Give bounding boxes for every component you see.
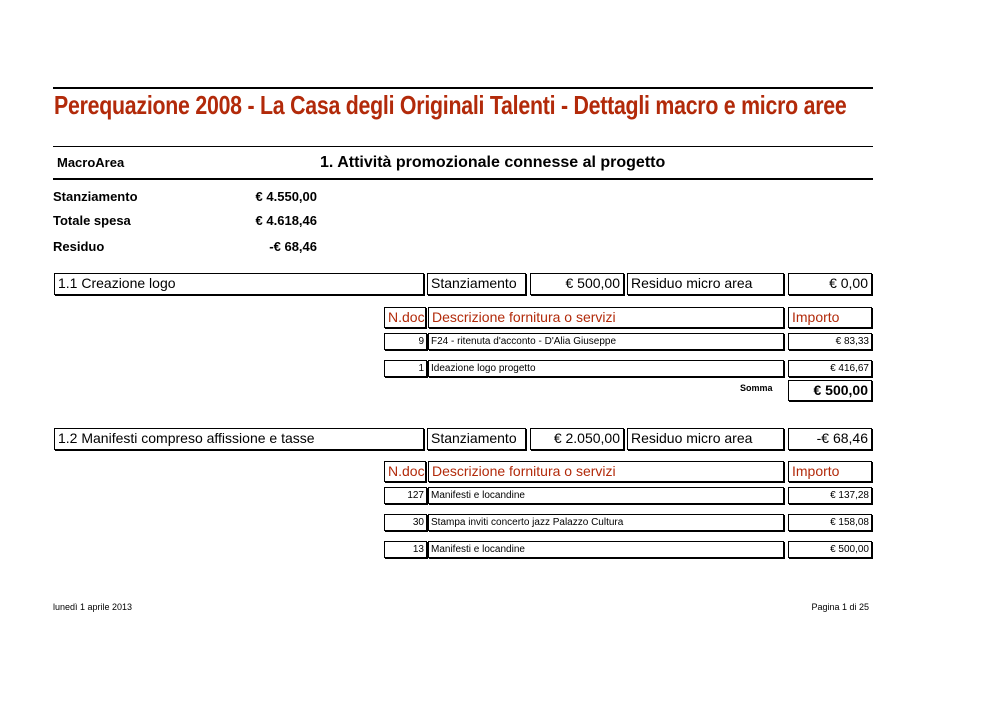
page-title: Perequazione 2008 - La Casa degli Originali Talenti - Dettagli macro e micro aree	[54, 90, 847, 120]
table-row-ndoc: 13	[384, 541, 427, 558]
table-row-ndoc: 9	[384, 333, 427, 350]
micro-2-header-importo: Importo	[788, 461, 872, 482]
title-rule	[53, 146, 873, 147]
table-row-descr: Manifesti e locandine	[428, 487, 784, 504]
footer-page-number: Pagina 1 di 25	[811, 602, 869, 612]
macroarea-name: 1. Attività promozionale connesse al progetto	[320, 154, 666, 171]
micro-1-stanziamento-value: € 500,00	[530, 273, 624, 295]
micro-1-header-ndoc: N.doc	[384, 307, 426, 328]
micro-2-residuo-value: -€ 68,46	[788, 428, 872, 450]
micro-2-stanziamento-label: Stanziamento	[427, 428, 526, 450]
table-row-importo: € 500,00	[788, 541, 872, 558]
table-row-descr: F24 - ritenuta d'acconto - D'Alia Giuseppe	[428, 333, 784, 350]
table-row-ndoc: 1	[384, 360, 427, 377]
micro-1-somma-label: Somma	[740, 383, 773, 393]
micro-2-residuo-label: Residuo micro area	[627, 428, 784, 450]
top-rule	[53, 87, 873, 89]
table-row-importo: € 158,08	[788, 514, 872, 531]
table-row-importo: € 83,33	[788, 333, 872, 350]
micro-1-stanziamento-label: Stanziamento	[427, 273, 526, 295]
micro-1-header-importo: Importo	[788, 307, 872, 328]
micro-1-name: 1.1 Creazione logo	[54, 273, 424, 295]
micro-1-header-descr: Descrizione fornitura o servizi	[428, 307, 784, 328]
micro-1-somma-value: € 500,00	[788, 380, 872, 401]
micro-2-header-ndoc: N.doc	[384, 461, 426, 482]
micro-2-stanziamento-value: € 2.050,00	[530, 428, 624, 450]
table-row-ndoc: 30	[384, 514, 427, 531]
table-row-descr: Stampa inviti concerto jazz Palazzo Cultura	[428, 514, 784, 531]
micro-2-header-descr: Descrizione fornitura o servizi	[428, 461, 784, 482]
macroarea-label: MacroArea	[57, 155, 125, 170]
micro-1-residuo-value: € 0,00	[788, 273, 872, 295]
footer-date: lunedì 1 aprile 2013	[53, 602, 133, 612]
table-row-descr: Manifesti e locandine	[428, 541, 784, 558]
macro-residuo-value: -€ 68,46	[269, 239, 317, 254]
macro-totale-value: € 4.618,46	[255, 213, 317, 228]
macroarea-rule	[53, 178, 873, 180]
macro-residuo-label: Residuo	[53, 239, 105, 254]
micro-2-name: 1.2 Manifesti compreso affissione e tasse	[54, 428, 424, 450]
micro-1-residuo-label: Residuo micro area	[627, 273, 784, 295]
table-row-importo: € 137,28	[788, 487, 872, 504]
table-row-descr: Ideazione logo progetto	[428, 360, 784, 377]
macro-stanziamento-value: € 4.550,00	[255, 189, 317, 204]
macro-totale-label: Totale spesa	[53, 213, 131, 228]
macro-stanziamento-label: Stanziamento	[53, 189, 138, 204]
table-row-importo: € 416,67	[788, 360, 872, 377]
table-row-ndoc: 127	[384, 487, 427, 504]
